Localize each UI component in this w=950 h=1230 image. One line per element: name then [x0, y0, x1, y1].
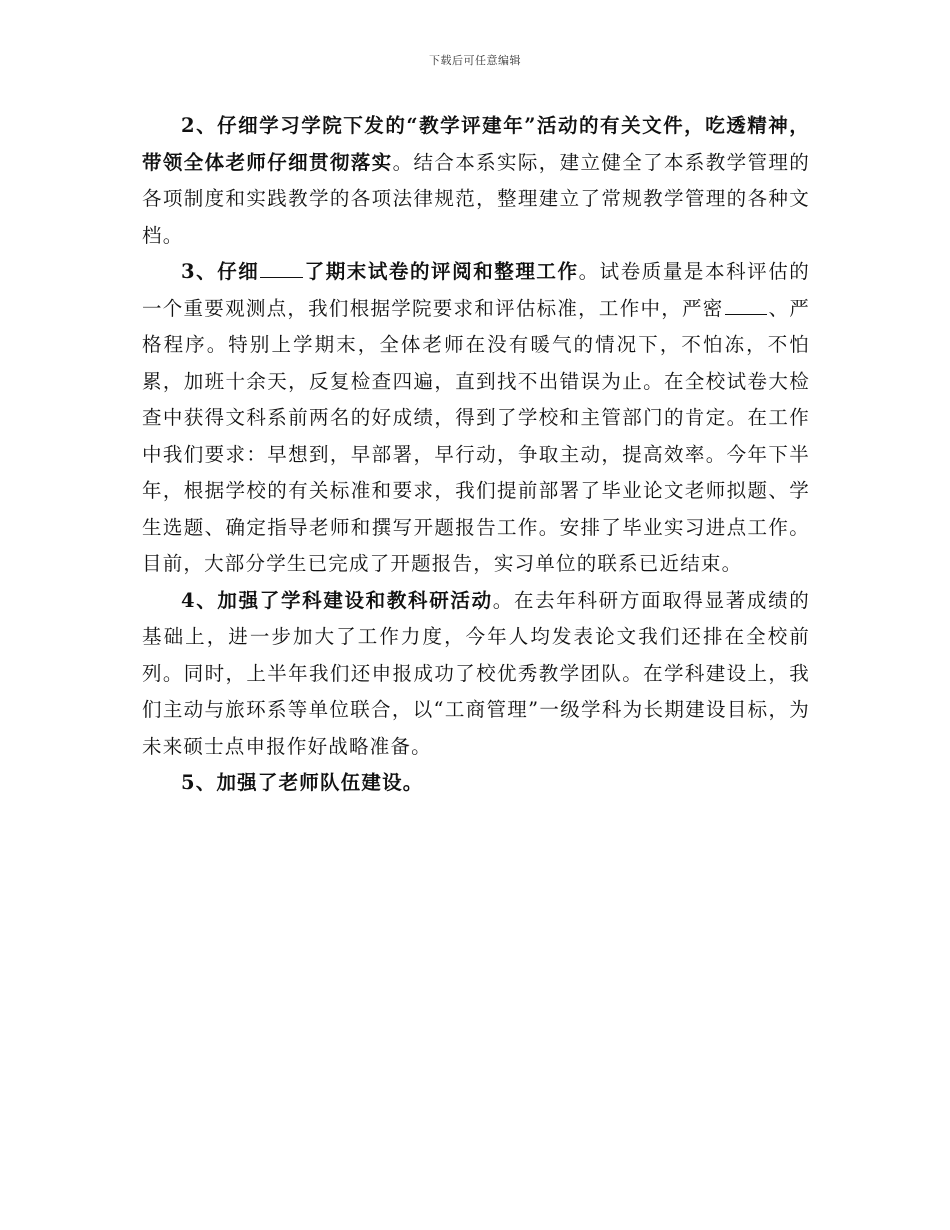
paragraph-3-body-b: 、严格程序。特别上学期末，全体老师在没有暖气的情况下，不怕冻，不怕累，加班十余天，反复检查四遍，直到找不出错误为止。在全校试卷大检查中获得文科系前两名的好成绩，得到了学校和主管部门的肯定。在工作中我们要求：早想到，早部署，早行动，争取主动，提高效率。今年下半年，根据学校的有关标准和要求，我们提前部署了毕业论文老师拟题、学生选题、确定指导老师和撰写开题报告工作。安排了毕业实习进点工作。目前，大部分学生已完成了开题报告，实习单位的联系已近结束。 — [142, 296, 810, 575]
paragraph-4-body: 。在去年科研方面取得显著成绩的基础上，进一步加大了工作力度，今年人均发表论文我们还排在全校前列。同时，上半年我们还申报成功了校优秀教学团队。在学科建设上，我们主动与旅环系等单位联合，以“工商管理”一级学科为长期建设目标，为未来硕士点申报作好战略准备。 — [142, 588, 810, 758]
paragraph-3 — [142, 254, 810, 583]
paragraph-4 — [142, 583, 810, 766]
paragraph-2 — [142, 108, 810, 254]
document-body — [142, 108, 810, 802]
paragraph-4-lead: 4、加强了学科建设和教科研活动 — [181, 588, 493, 612]
paragraph-3-body-a: 。试卷质量是本科评估的一个重要观测点，我们根据学院要求和评估标准，工作中，严密 — [142, 260, 810, 320]
paragraph-5 — [142, 765, 810, 802]
paragraph-2-lead: 2、仔细学习学院下发的“教学评建年”活动的有关文件，吃透精神，带领全体老师仔细贯彻落实 — [142, 114, 810, 174]
paragraph-3-lead-a: 3、仔细 — [181, 260, 260, 283]
paragraph-5-lead: 5、加强了老师队伍建设。 — [181, 771, 424, 794]
fill-in-blank — [725, 295, 768, 315]
page-header: 下载后可任意编辑 — [429, 54, 521, 67]
paragraph-3-lead-b: 了期末试卷的评阅和整理工作 — [304, 260, 579, 283]
paragraph-2-body: 。结合本系实际，建立健全了本系教学管理的各项制度和实践教学的各项法律规范，整理建立了常规教学管理的各种文档。 — [142, 150, 810, 247]
fill-in-blank — [260, 258, 303, 278]
